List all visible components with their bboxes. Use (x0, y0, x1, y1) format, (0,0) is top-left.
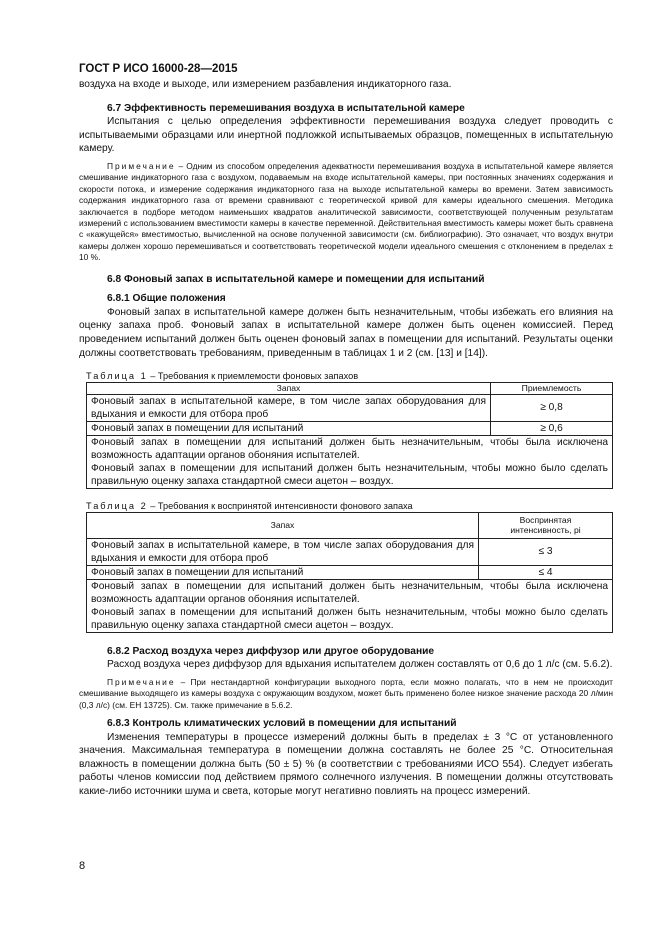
document-body (79, 78, 613, 799)
table-2-title: – Требования к воспринятой интенсивности фонового запаха (147, 500, 413, 511)
table-footer-line: Фоновый запах в помещении для испытаний должен быть незначительным, чтобы была исключена возможность адаптации органов обоняния испытателей. (91, 580, 608, 605)
section-6-8-1-paragraph: Фоновый запах в испытательной камере должен быть незначительным, чтобы избежать его влияния на оценку запаха проб. Фоновый запах в испытательной камере должен быть оценен комиссией. Перед проведением испытаний должен быть оценен фоновый запах в помещении для испытаний. Результаты оценки должны соответствовать требованиям, приведенным в таблицах 1 и 2 (см. [13] и [14]). (79, 306, 613, 359)
col-odor-header: Запах (87, 383, 491, 395)
table-1-label: Таблица 1 (86, 371, 148, 382)
table-footer-line: Фоновый запах в помещении для испытаний должен быть незначительным, чтобы можно было сделать правильную оценку запаха стандартной смеси ацетон – воздух. (91, 462, 608, 487)
table-2-caption (86, 501, 613, 512)
note-text: – При нестандартной конфигурации выходного порта, если можно полагать, что в нем не происходит смешивание выходящего из камеры воздуха с окружающим воздухом, может быть применено более низкое значение расхода 20 л/мин (0,3 л/с) (см. ЕН 13725). См. также примечание в 5.6.2. (79, 676, 613, 710)
table-1-title: – Требования к приемлемости фоновых запахов (147, 371, 359, 382)
section-6-7-note (79, 161, 613, 264)
table-footer-cell (87, 579, 613, 632)
odor-cell: Фоновый запах в испытательной камере, в том числе запах оборудования для вдыхания и емкости для отбора проб (87, 538, 479, 565)
note-label: Примечание (107, 160, 176, 171)
table-footer-row (87, 579, 613, 632)
table-footer-line: Фоновый запах в помещении для испытаний должен быть незначительным, чтобы была исключена возможность адаптации органов обоняния испытателей. (91, 436, 608, 461)
table-header-row (87, 512, 613, 538)
odor-cell: Фоновый запах в испытательной камере, в том числе запах оборудования для вдыхания и емкости для отбора проб (87, 394, 491, 421)
section-6-8-3-paragraph: Изменения температуры в процессе измерений должны быть в пределах ± 3 °C от установленного значения. Максимальная температура в помещении должна составлять не более 25 °C. Относительная влажность в помещении должна быть (50 ± 5) % (в соответствии с требованиями ИСО 554). Следует избегать работы членов комиссии под действием прямого солнечного излучения. В помещении должны отсутствовать какие-либо источники шума и света, которые могут негативно повлиять на процесс измерений. (79, 731, 613, 798)
table-1 (86, 382, 613, 489)
intro-line: воздуха на входе и выходе, или измерением разбавления индикаторного газа. (79, 79, 452, 90)
section-6-8-2-heading: 6.8.2 Расход воздуха через диффузор или другое оборудование (107, 645, 435, 657)
table-footer-line: Фоновый запах в помещении для испытаний должен быть незначительным, чтобы можно было сделать правильную оценку запаха стандартной смеси ацетон – воздух. (91, 606, 608, 631)
section-6-8-heading: 6.8 Фоновый запах в испытательной камере и помещении для испытаний (107, 273, 485, 285)
section-6-7-paragraph: Испытания с целью определения эффективности перемешивания воздуха следует проводить с испытываемыми образцами или инертной подложкой испытываемых образцов, помещенных в испытательную камеру. (79, 116, 613, 155)
odor-cell: Фоновый запах в помещении для испытаний (87, 421, 491, 435)
section-6-8-2-note (79, 677, 613, 711)
note-text: – Одним из способом определения адекватности перемешивания воздуха в испытательной камере является смешивание индикаторного газа с воздухом, подаваемым на входе испытательной камеры, при постоянных значениях содержания и скорости потока, и измерение содержания индикаторного газа на выходе испытательной камеры во времени. Затем зависимость содержания индикаторного газа от времени сравнивают с теоретической кривой для камеры идеального смешения. Методика заключается в подборе методом наименьших квадратов аналитической зависимости, соответствующей полученным результатам измерений с использованием вместимости камеры в качестве переменной. Действительная вместимость камеры может быть сравнена с «кажущейся» вместимостью, вычисленной на основе полученной зависимости (см. библиографию). Это означает, что воздух внутри камеры должен хорошо перемешиваться и соответствовать теоретической модели идеального смешения с отклонением в пределах ± 10 %. (79, 160, 613, 263)
value-cell: ≤ 3 (479, 538, 613, 565)
table-row (87, 538, 613, 565)
table-1-caption (86, 371, 613, 382)
page-number: 8 (79, 860, 86, 872)
col-value-header: Воспринятая интенсивность, pi (479, 512, 613, 538)
standard-header: ГОСТ Р ИСО 16000-28—2015 (79, 63, 238, 75)
table-footer-row (87, 435, 613, 488)
note-label: Примечание (107, 676, 176, 687)
table-footer-cell (87, 435, 613, 488)
table-row (87, 394, 613, 421)
section-6-8-1-heading: 6.8.1 Общие положения (107, 293, 226, 305)
section-6-8-3-heading: 6.8.3 Контроль климатических условий в помещении для испытаний (107, 718, 457, 730)
odor-cell: Фоновый запах в помещении для испытаний (87, 565, 479, 579)
table-row (87, 565, 613, 579)
table-2-label: Таблица 2 (86, 500, 148, 511)
section-6-7-heading: 6.7 Эффективность перемешивания воздуха в испытательной камере (107, 102, 465, 114)
value-cell: ≤ 4 (479, 565, 613, 579)
table-header-row (87, 383, 613, 395)
value-cell: ≥ 0,6 (491, 421, 613, 435)
table-row (87, 421, 613, 435)
col-odor-header: Запах (87, 512, 479, 538)
value-cell: ≥ 0,8 (491, 394, 613, 421)
table-2 (86, 512, 613, 633)
col-value-header: Приемлемость (491, 383, 613, 395)
section-6-8-2-paragraph: Расход воздуха через диффузор для вдыхания испытателем должен составлять от 0,6 до 1 л/с (см. 5.6.2). (107, 659, 613, 671)
